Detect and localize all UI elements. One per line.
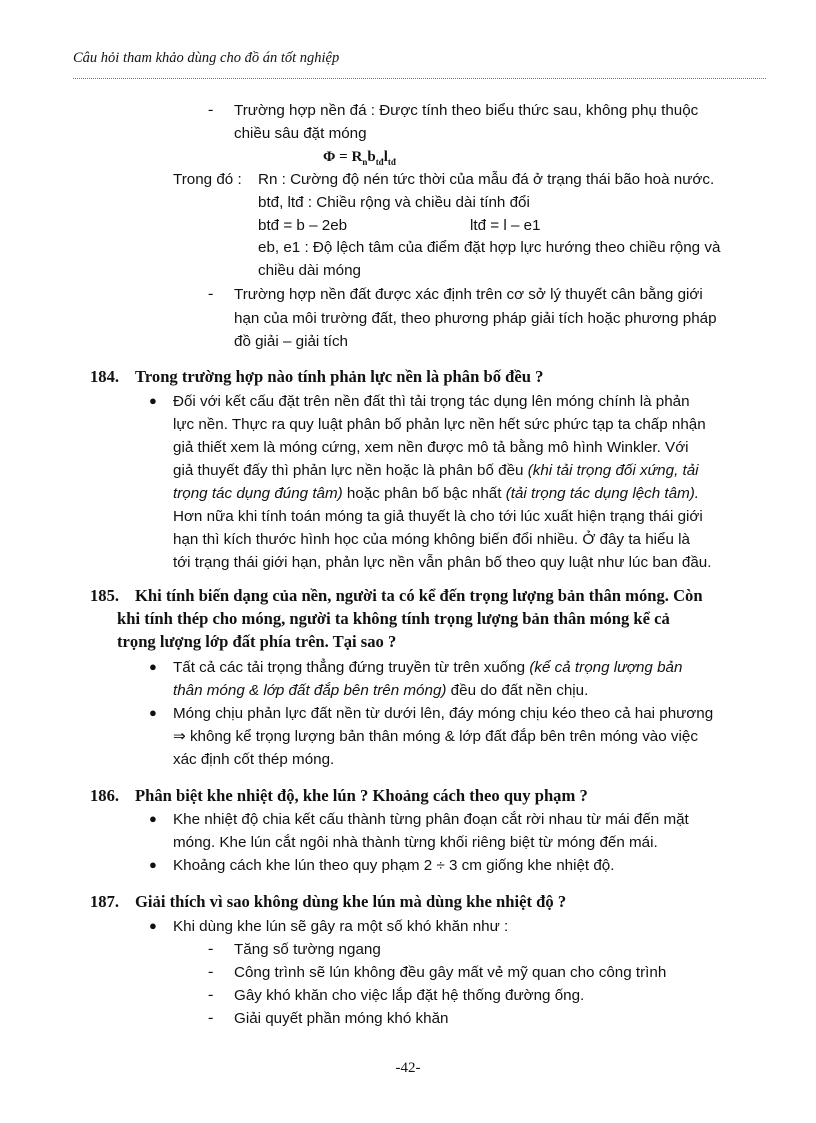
- text-line: lực nền. Thực ra quy luật phân bố phản lực nền hết sức phức tạp ta chấp nhận: [173, 416, 706, 433]
- text-line: Trường hợp nền đá : Được tính theo biểu thức sau, không phụ thuộc: [234, 102, 699, 119]
- dash-marker: -: [208, 285, 214, 302]
- text-line: chiều sâu đặt móng: [234, 125, 367, 142]
- text-line: xác định cốt thép móng.: [173, 751, 335, 768]
- text-run: giả thuyết đấy thì phản lực nền hoặc là phân bố đều: [173, 462, 528, 479]
- text-run: hoặc phân bố bậc nhất: [342, 485, 506, 502]
- text-run-italic: thân móng & lớp đất đắp bên trên móng): [173, 682, 447, 699]
- header-divider: [73, 78, 766, 79]
- text-line: [173, 461, 699, 481]
- formula: [323, 147, 396, 172]
- question-title: Phân biệt khe nhiệt độ, khe lún ? Khoảng cách theo quy phạm ?: [135, 786, 588, 805]
- bullet-icon: ●: [149, 918, 157, 933]
- question-title: trọng lượng lớp đất phía trên. Tại sao ?: [117, 632, 397, 651]
- text-line: móng. Khe lún cắt ngôi nhà thành từng khối riêng biệt từ móng đến mái.: [173, 834, 658, 851]
- text-line: hạn thì kích thước hình học của móng không biến đổi nhiều. Ở đây ta hiểu là: [173, 531, 690, 548]
- text-line: [173, 681, 588, 701]
- dash-marker: -: [208, 940, 214, 957]
- text-run: Tất cả các tải trọng thẳng đứng truyền từ trên xuống: [173, 659, 530, 676]
- text-line: btđ = b – 2eb: [258, 217, 348, 234]
- bullet-icon: ●: [149, 393, 157, 408]
- question-title: Khi tính biến dạng của nền, người ta có kể đến trọng lượng bản thân móng. Còn: [135, 586, 703, 605]
- text-line: Đối với kết cấu đặt trên nền đất thì tải trọng tác dụng lên móng chính là phản: [173, 393, 690, 410]
- text-line: Tăng số tường ngang: [234, 941, 381, 958]
- text-line: tới trạng thái giới hạn, phản lực nền vẫn phân bố theo quy luật như lúc ban đầu.: [173, 554, 712, 571]
- text-line: Giải quyết phần móng khó khăn: [234, 1010, 449, 1027]
- text-line: ltđ = l – e1: [470, 217, 541, 234]
- text-run-italic: (kể cả trọng lượng bản: [529, 659, 683, 676]
- question-number: 185.: [90, 586, 120, 605]
- text-line: Rn : Cường độ nén tức thời của mẫu đá ở trạng thái bão hoà nước.: [258, 171, 715, 188]
- text-line: btđ, ltđ : Chiều rộng và chiều dài tính đổi: [258, 194, 530, 211]
- text-line: eb, e1 : Độ lệch tâm của điểm đặt hợp lực hướng theo chiều rộng và: [258, 239, 721, 256]
- text-line: đồ giải – giải tích: [234, 333, 348, 350]
- text-line: Khoảng cách khe lún theo quy phạm 2 ÷ 3 cm giống khe nhiệt độ.: [173, 857, 615, 874]
- text-line: [173, 484, 699, 504]
- bullet-icon: ●: [149, 857, 157, 872]
- page-header: Câu hỏi tham khảo dùng cho đồ án tốt nghiệp: [73, 50, 340, 66]
- formula-text: $\Phi = R_nb_{tđ}l_{tđ}$: [323, 149, 396, 167]
- text-line: Gây khó khăn cho việc lắp đặt hệ thống đường ống.: [234, 987, 585, 1004]
- text-line: Khi dùng khe lún sẽ gây ra một số khó khăn như :: [173, 918, 509, 935]
- dash-marker: -: [208, 1009, 214, 1026]
- text-run-italic: trọng tác dụng đúng tâm): [173, 485, 343, 502]
- question-title: Trong trường hợp nào tính phản lực nền là phân bố đều ?: [135, 367, 544, 386]
- page-number: -42-: [395, 1060, 421, 1076]
- question-title: Giải thích vì sao không dùng khe lún mà dùng khe nhiệt độ ?: [135, 892, 567, 911]
- text-line: hạn của môi trường đất, theo phương pháp giải tích hoặc phương pháp: [234, 310, 717, 327]
- bullet-icon: ●: [149, 811, 157, 826]
- text-run: đều do đất nền chịu.: [446, 682, 589, 699]
- text-line: ⇒ không kể trọng lượng bản thân móng & lớp đất đắp bên trên móng vào việc: [173, 728, 698, 745]
- bullet-icon: ●: [149, 659, 157, 674]
- text-line: Trường hợp nền đất được xác định trên cơ sở lý thuyết cân bằng giới: [234, 286, 703, 303]
- question-number: 184.: [90, 367, 120, 386]
- question-title: khi tính thép cho móng, người ta không tính trọng lượng bản thân móng kể cả: [117, 609, 670, 628]
- text-line: Móng chịu phản lực đất nền từ dưới lên, đáy móng chịu kéo theo cả hai phương: [173, 705, 714, 722]
- text-line: Công trình sẽ lún không đều gây mất vẻ mỹ quan cho công trình: [234, 964, 667, 981]
- question-number: 187.: [90, 892, 120, 911]
- text-line: Hơn nữa khi tính toán móng ta giả thuyết là cho tới lúc xuất hiện trạng thái giới: [173, 508, 703, 525]
- text-line: Khe nhiệt độ chia kết cấu thành từng phân đoạn cắt rời nhau từ mái đến mặt: [173, 811, 689, 828]
- bullet-icon: ●: [149, 705, 157, 720]
- dash-marker: -: [208, 963, 214, 980]
- question-number: 186.: [90, 786, 120, 805]
- text-line: giả thiết xem là móng cứng, xem nền được mô tả bằng mô hình Winkler. Với: [173, 439, 689, 456]
- text-run-italic: (khi tải trọng đối xứng, tải: [527, 462, 699, 479]
- dash-marker: -: [208, 101, 214, 118]
- text-line: [173, 658, 682, 678]
- text-line: chiều dài móng: [258, 262, 362, 279]
- trong-do-label: Trong đó :: [173, 171, 242, 188]
- dash-marker: -: [208, 986, 214, 1003]
- text-run-italic: (tải trọng tác dụng lệch tâm).: [505, 485, 700, 502]
